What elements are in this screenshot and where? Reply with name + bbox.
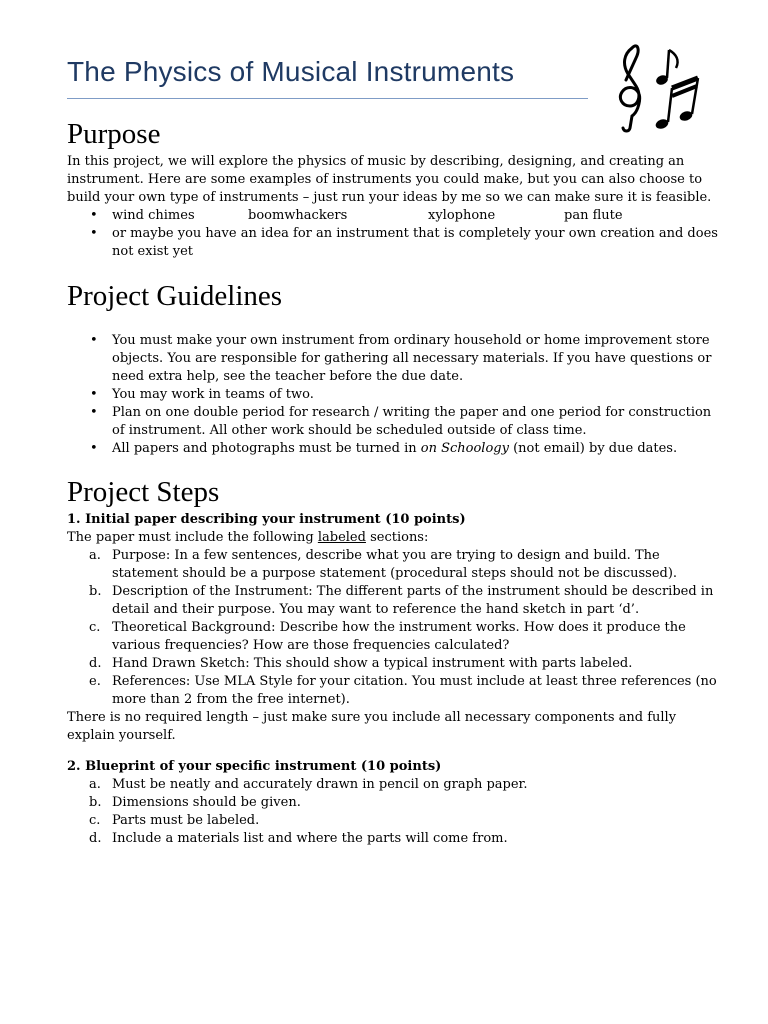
item-text: Must be neatly and accurately drawn in pencil on graph paper. <box>112 777 528 792</box>
item-text: Dimensions should be given. <box>112 795 301 810</box>
step1-item-references <box>67 673 727 709</box>
music-notes-icon <box>612 40 710 136</box>
step1-intro-before: The paper must include the following <box>67 530 318 545</box>
item-label: d. <box>89 656 102 671</box>
title-underline <box>67 98 588 99</box>
step1-outro: There is no required length – just make sure you include all necessary components and fully explain yourself. <box>67 710 677 743</box>
item-text: Theoretical Background: Describe how the instrument works. How does it produce the various frequencies? How are those frequencies calculated? <box>112 620 686 653</box>
item-label: b. <box>89 795 102 810</box>
example-pan-flute: pan flute <box>564 208 623 223</box>
schoology-text: on Schoology <box>420 441 509 456</box>
item-label: b. <box>89 584 102 599</box>
labeled-text: labeled <box>317 530 366 545</box>
item-label: e. <box>89 674 101 689</box>
step2-item <box>67 794 727 812</box>
step2-section <box>67 758 727 848</box>
purpose-intro: In this project, we will explore the physics of music by describing, designing, and creating an instrument. Here are some examples of instruments you could make, but you can also choose to build your own type of instruments – just run your ideas by me so we can make sure it is feasible. <box>67 154 712 205</box>
example-boomwhackers: boomwhackers <box>248 208 348 223</box>
guideline-item: • You may work in teams of two. <box>67 386 727 404</box>
step1-intro-after: sections: <box>365 530 429 545</box>
guidelines-heading: Project Guidelines <box>67 280 283 312</box>
item-label: a. <box>89 777 101 792</box>
purpose-heading: Purpose <box>67 118 161 150</box>
item-label: d. <box>89 831 102 846</box>
example-wind-chimes: wind chimes <box>112 208 195 223</box>
item-text: Purpose: In a few sentences, describe what you are trying to design and build. The statement should be a purpose statement (procedural steps should not be discussed). <box>112 548 678 581</box>
item-label: c. <box>89 620 101 635</box>
guidelines-section <box>67 332 727 458</box>
item-label: c. <box>89 813 101 828</box>
item-text: Description of the Instrument: The different parts of the instrument should be described in detail and their purpose. You may want to reference the hand sketch in part ‘d’. <box>112 584 714 617</box>
step1-item-purpose <box>67 547 727 583</box>
step2-title: 2. Blueprint of your specific instrument (10 points) <box>67 759 442 774</box>
step1-item-sketch <box>67 655 727 673</box>
examples-item <box>67 207 727 225</box>
step2-item <box>67 830 727 848</box>
step2-list <box>67 776 727 848</box>
submission-text-before: All papers and photographs must be turned in <box>112 441 421 456</box>
step2-item <box>67 812 727 830</box>
step1-item-description <box>67 583 727 619</box>
submission-text-after: (not email) by due dates. <box>508 441 678 456</box>
guidelines-list <box>67 332 727 458</box>
step1-section <box>67 511 727 745</box>
step1-list <box>67 547 727 709</box>
steps-heading: Project Steps <box>67 476 220 508</box>
item-text: Parts must be labeled. <box>112 813 260 828</box>
guideline-item-submission <box>67 440 727 458</box>
purpose-section <box>67 153 727 261</box>
guideline-item: • Plan on one double period for research / writing the paper and one period for construction of instrument. All other work should be scheduled outside of class time. <box>67 404 727 440</box>
guideline-item: • You must make your own instrument from ordinary household or home improvement store objects. You are responsible for gathering all necessary materials. If you have questions or need extra help, see the teacher before the due date. <box>67 332 727 386</box>
item-text: References: Use MLA Style for your citation. You must include at least three references (no more than 2 from the free internet). <box>112 674 717 707</box>
item-text: Hand Drawn Sketch: This should show a typical instrument with parts labeled. <box>112 656 633 671</box>
example-xylophone: xylophone <box>428 208 496 223</box>
step1-item-theory <box>67 619 727 655</box>
step1-title: 1. Initial paper describing your instrument (10 points) <box>67 512 466 527</box>
document-title: The Physics of Musical Instruments <box>67 56 515 87</box>
step2-item <box>67 776 727 794</box>
item-label: a. <box>89 548 101 563</box>
own-creation-item: • or maybe you have an idea for an instrument that is completely your own creation and does not exist yet <box>67 225 727 261</box>
purpose-list <box>67 207 727 261</box>
step1-intro <box>67 529 727 547</box>
item-text: Include a materials list and where the parts will come from. <box>112 831 508 846</box>
